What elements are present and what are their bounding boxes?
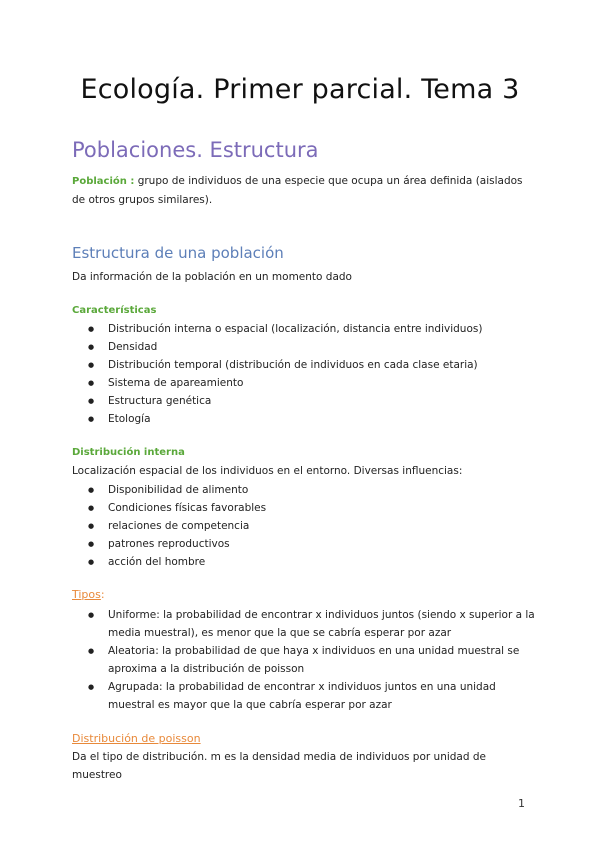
list-item: ● Estructura genética bbox=[88, 392, 536, 410]
caracteristicas-list bbox=[88, 320, 536, 428]
list-item: ● Sistema de apareamiento bbox=[88, 374, 536, 392]
list-item: ● Uniforme: la probabilidad de encontrar x individuos juntos (siendo x superior a la media muestral), es menor que la que se cabría esperar por azar bbox=[88, 606, 536, 642]
list-item: ● Densidad bbox=[88, 338, 536, 356]
list-item: ● Etología bbox=[88, 410, 536, 428]
list-item: ● patrones reproductivos bbox=[88, 535, 536, 553]
intro-paragraph: Da información de la población en un momento dado bbox=[72, 271, 352, 283]
distribucion-interna-text: Localización espacial de los individuos en el entorno. Diversas influencias: bbox=[72, 465, 463, 477]
definition-term: Población : bbox=[72, 176, 135, 187]
list-item: ● relaciones de competencia bbox=[88, 517, 536, 535]
tipos-colon: : bbox=[100, 588, 105, 601]
list-item: ● Distribución interna o espacial (localización, distancia entre individuos) bbox=[88, 320, 536, 338]
list-item: ● Aleatoria: la probabilidad de que haya x individuos en una unidad muestral se aproxima a la distribución de poisson bbox=[88, 642, 536, 678]
definition-paragraph bbox=[72, 172, 532, 209]
section-heading: Poblaciones. Estructura bbox=[72, 138, 319, 162]
tipos-label bbox=[72, 588, 105, 601]
definition-text: grupo de individuos de una especie que ocupa un área definida (aislados de otros grupos similares). bbox=[72, 175, 523, 206]
tipos-label-text: Tipos bbox=[72, 588, 101, 601]
list-item: ● acción del hombre bbox=[88, 553, 536, 571]
influencias-list bbox=[88, 481, 536, 571]
page-number: 1 bbox=[518, 797, 525, 810]
poisson-label: Distribución de poisson bbox=[72, 732, 201, 745]
subsection-heading: Estructura de una población bbox=[72, 244, 284, 262]
document-title: Ecología. Primer parcial. Tema 3 bbox=[80, 74, 520, 105]
list-item: ● Condiciones físicas favorables bbox=[88, 499, 536, 517]
distribucion-interna-label: Distribución interna bbox=[72, 447, 185, 458]
list-item: ● Agrupada: la probabilidad de encontrar x individuos juntos en una unidad muestral es mayor que la que cabría esperar por azar bbox=[88, 678, 536, 714]
tipos-list bbox=[88, 606, 536, 714]
poisson-text: Da el tipo de distribución. m es la densidad media de individuos por unidad de muestreo bbox=[72, 751, 486, 781]
list-item: ● Distribución temporal (distribución de individuos en cada clase etaria) bbox=[88, 356, 536, 374]
caracteristicas-label: Características bbox=[72, 305, 157, 316]
list-item: ● Disponibilidad de alimento bbox=[88, 481, 536, 499]
